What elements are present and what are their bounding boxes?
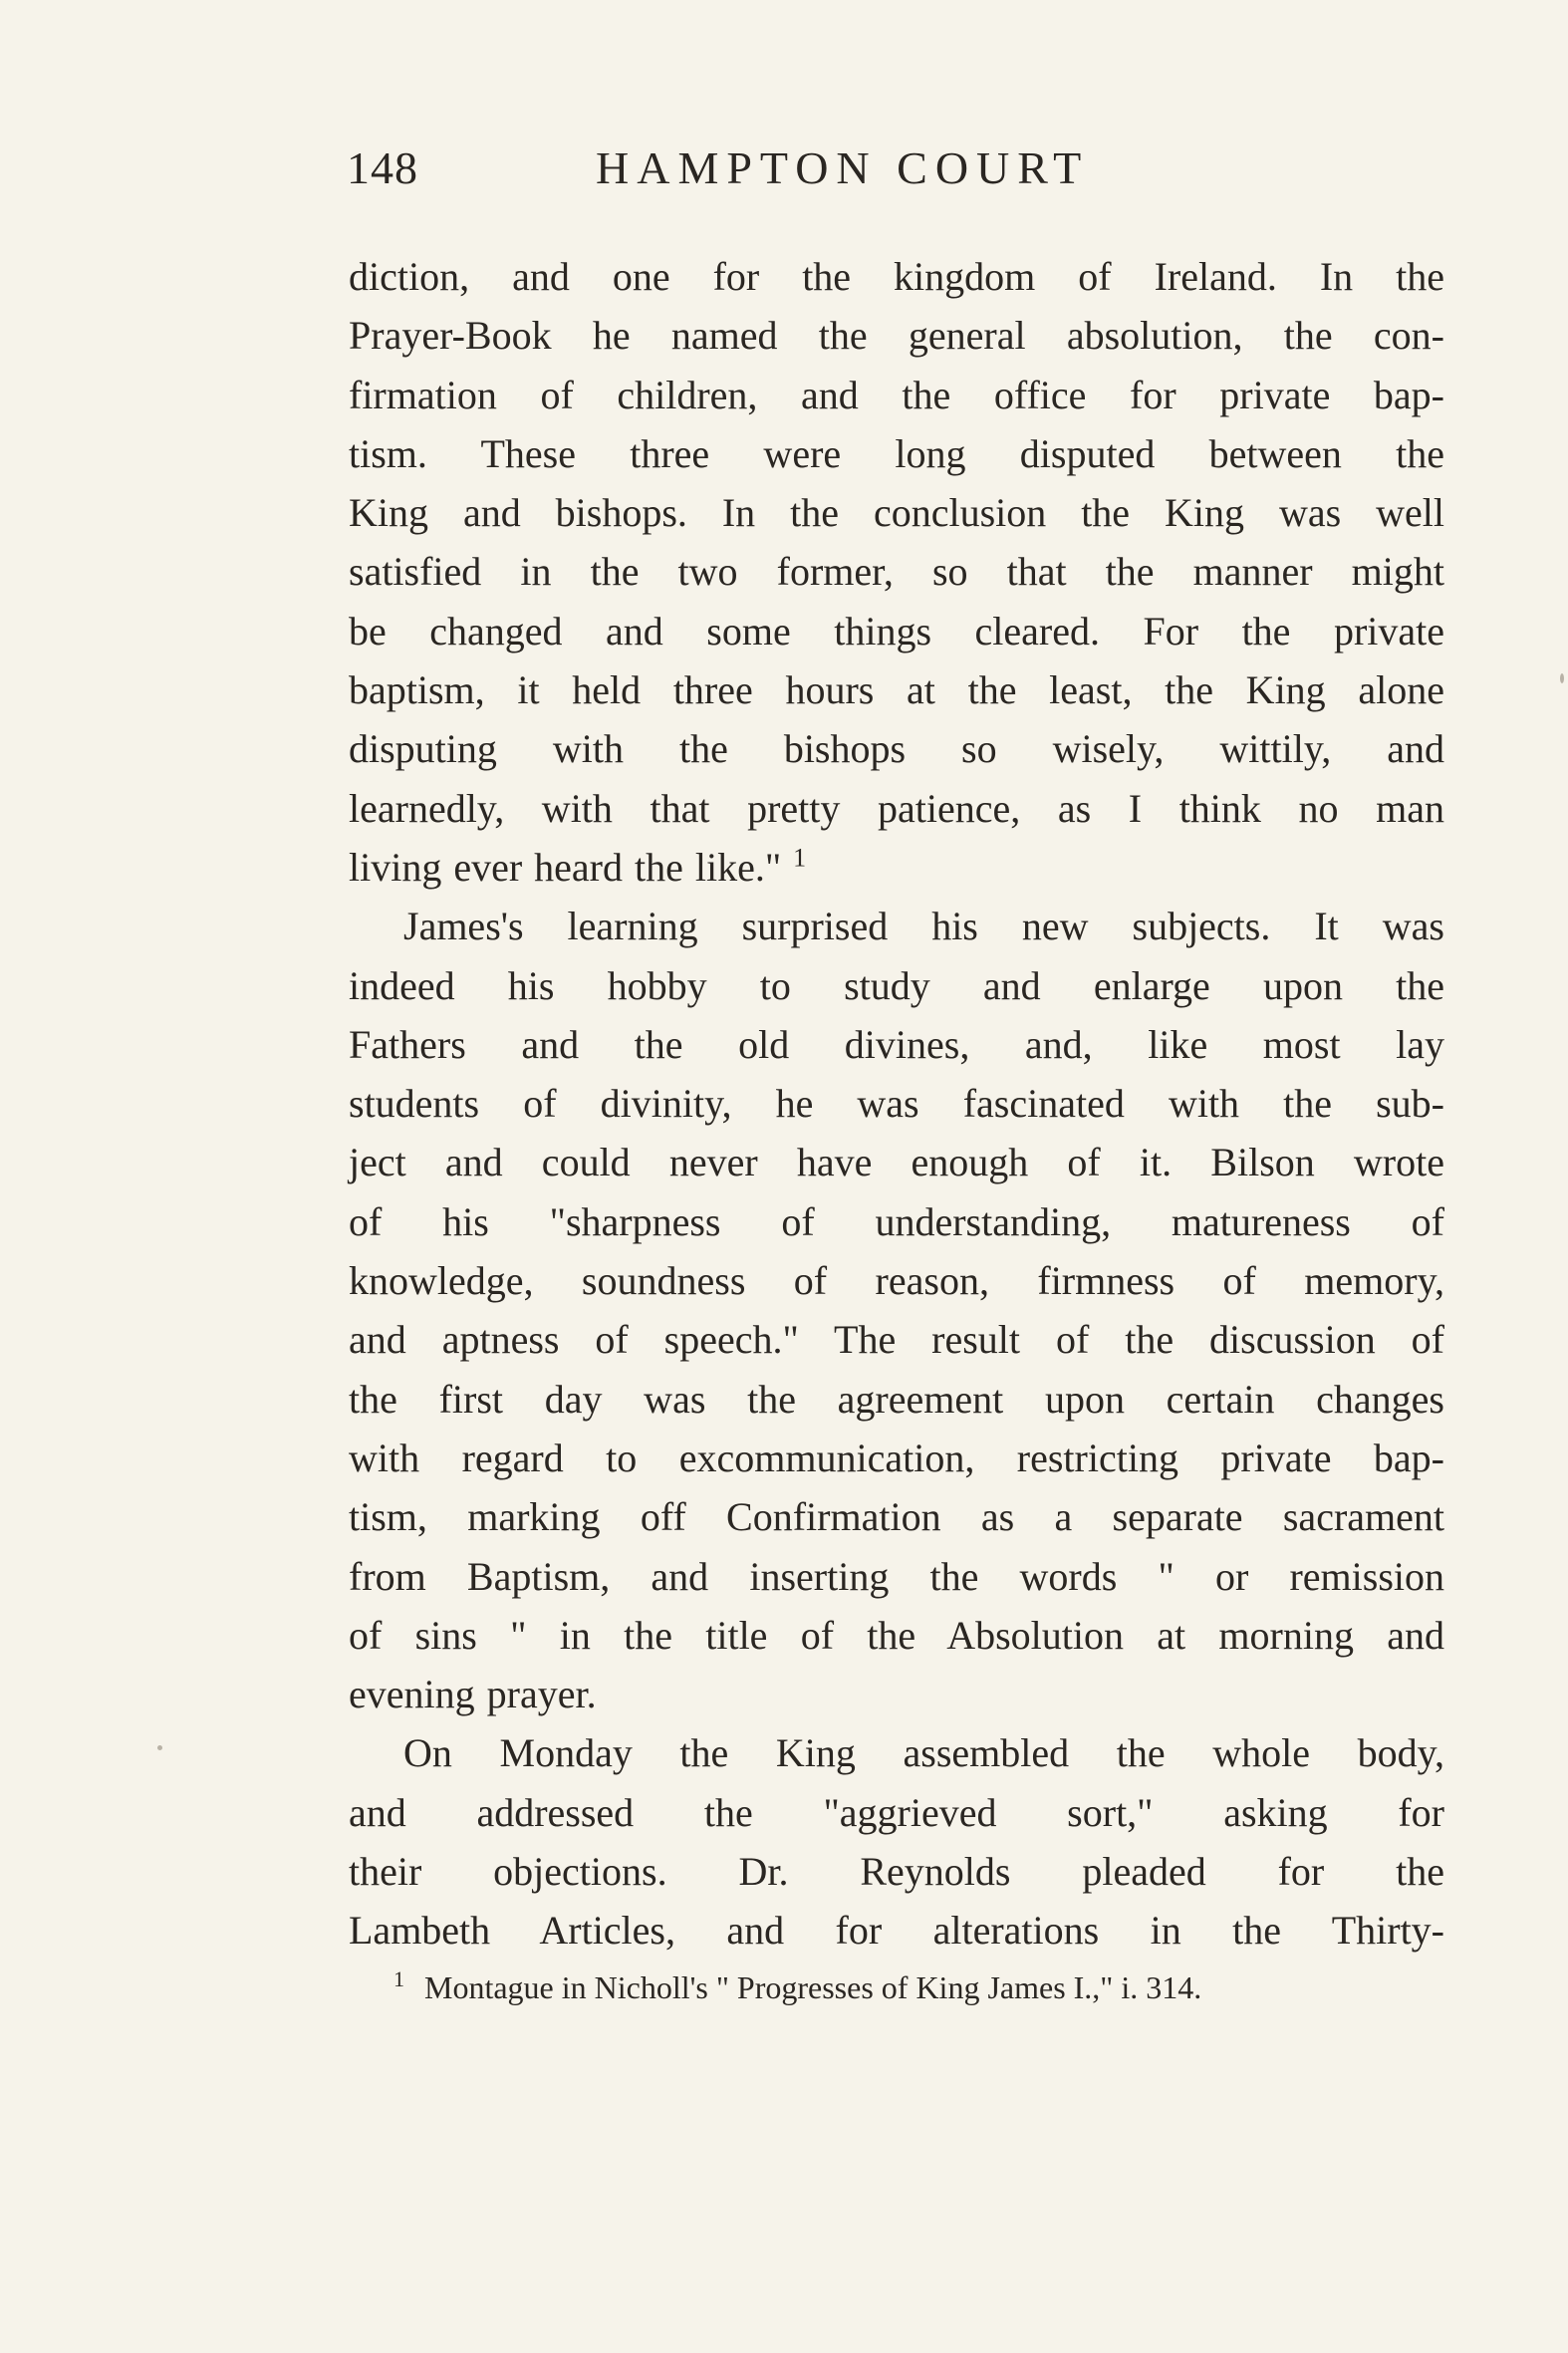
text-line: indeed his hobby to study and enlarge upon the xyxy=(349,962,1444,1008)
text-line: with regard to excommunication, restricting private bap- xyxy=(349,1435,1444,1480)
body-text xyxy=(349,247,1444,1961)
text-line: tism. These three were long disputed between the xyxy=(349,430,1444,476)
text-line: Prayer-Book he named the general absolution, the con- xyxy=(349,313,1444,359)
text-line: their objections. Dr. Reynolds pleaded for the xyxy=(349,1849,1444,1895)
text-line: satisfied in the two former, so that the manner might xyxy=(349,549,1444,595)
text-line-with-footnote-ref xyxy=(349,838,1444,897)
text-line: from Baptism, and inserting the words " or remission xyxy=(349,1553,1444,1599)
text-line: of his "sharpness of understanding, matureness of xyxy=(349,1198,1444,1244)
running-title: HAMPTON COURT xyxy=(596,142,1090,193)
page-number: 148 xyxy=(347,142,418,193)
text-line: and addressed the "aggrieved sort," asking for xyxy=(349,1789,1444,1835)
text-line: Lambeth Articles, and for alterations in the Thirty- xyxy=(349,1908,1444,1954)
text-line: tism, marking off Confirmation as a separate sacrament xyxy=(349,1494,1444,1540)
text-line: and aptness of speech." The result of the discussion of xyxy=(349,1317,1444,1363)
text-line: living ever heard the like." xyxy=(349,844,782,890)
text-line: learnedly, with that pretty patience, as I think no man xyxy=(349,785,1444,831)
paragraph-start-line: James's learning surprised his new subjects. It was xyxy=(403,904,1444,949)
footnote xyxy=(393,1962,1410,2012)
paragraph-start-line: On Monday the King assembled the whole body, xyxy=(403,1730,1444,1776)
text-line: ject and could never have enough of it. Bilson wrote xyxy=(349,1140,1444,1185)
text-line: diction, and one for the kingdom of Ireland. In the xyxy=(349,254,1444,299)
text-line: Fathers and the old divines, and, like most lay xyxy=(349,1021,1444,1067)
text-line: knowledge, soundness of reason, firmness of memory, xyxy=(349,1258,1444,1304)
text-line: students of divinity, he was fascinated with the sub- xyxy=(349,1081,1444,1127)
text-line: the first day was the agreement upon certain changes xyxy=(349,1376,1444,1422)
paper-speck xyxy=(1560,673,1564,683)
footnote-mark: 1 xyxy=(393,1966,404,1992)
text-line: of sins " in the title of the Absolution at morning and xyxy=(349,1612,1444,1658)
text-line: evening prayer. xyxy=(349,1672,597,1717)
text-line: baptism, it held three hours at the least, the King alone xyxy=(349,667,1444,713)
text-line: be changed and some things cleared. For the private xyxy=(349,608,1444,654)
footnote-reference[interactable]: 1 xyxy=(793,843,807,873)
paper-speck xyxy=(157,1745,162,1750)
text-line: firmation of children, and the office for private bap- xyxy=(349,372,1444,417)
page-header xyxy=(347,141,1193,201)
footnote-text: Montague in Nicholl's " Progresses of King James I.," i. 314. xyxy=(424,1969,1202,2005)
text-line: King and bishops. In the conclusion the King was well xyxy=(349,490,1444,536)
text-line: disputing with the bishops so wisely, wittily, and xyxy=(349,726,1444,772)
